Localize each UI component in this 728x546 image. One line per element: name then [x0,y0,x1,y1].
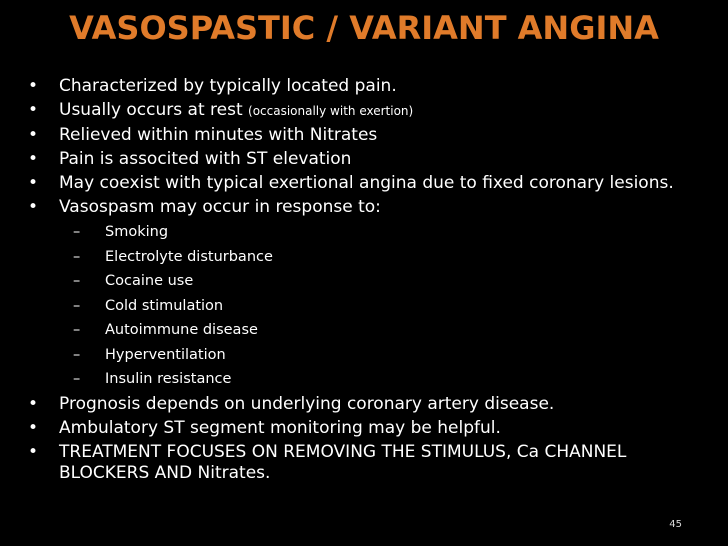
bullet-list [28,76,678,487]
sub-bullet-item [73,271,678,291]
bullet-text: Vasospasm may occur in response to: [59,197,381,217]
sub-bullet-item [73,345,678,365]
bullet-item [28,149,678,170]
bullet-icon: • [28,76,39,96]
bullet-item [28,394,678,415]
dash-icon: – [73,346,81,363]
sub-bullet-text: Cocaine use [105,273,194,289]
bullet-note: (occasionally with exertion) [248,104,414,118]
bullet-icon: • [28,197,39,217]
bullet-text: Pain is associted with ST elevation [59,149,352,169]
bullet-item [28,100,678,122]
bullet-text: May coexist with typical exertional angina due to fixed coronary lesions. [59,173,674,193]
bullet-text: Usually occurs at rest [59,100,249,120]
bullet-text: Characterized by typically located pain. [59,76,397,96]
sub-bullet-item [73,296,678,316]
bullet-icon: • [28,393,39,414]
bullet-icon: • [28,441,39,462]
sub-bullet-item [73,320,678,340]
dash-icon: – [73,224,81,240]
bullet-item [28,418,678,439]
dash-icon: – [73,273,81,289]
bullet-item [28,125,678,146]
dash-icon: – [73,371,81,387]
bullet-icon: • [28,149,39,169]
slide-title: VASOSPASTIC / VARIANT ANGINA [69,9,659,47]
sub-bullet-text: Insulin resistance [105,371,232,387]
bullet-item [28,173,678,194]
bullet-icon: • [28,173,39,193]
bullet-item [28,442,678,484]
sub-bullet-item [73,369,678,389]
bullet-item [28,76,678,97]
sub-bullet-text: Autoimmune disease [105,322,258,338]
sub-bullet-item [73,247,678,267]
dash-icon: – [73,248,81,265]
sub-bullet-text: Hyperventilation [105,346,226,363]
sub-bullet-item [73,222,678,242]
bullet-text: Ambulatory ST segment monitoring may be helpful. [59,417,501,438]
bullet-icon: • [28,417,39,438]
bullet-text: TREATMENT FOCUSES ON REMOVING THE STIMULUS, Ca CHANNEL BLOCKERS AND Nitrates. [59,441,627,483]
sub-bullet-text: Smoking [105,224,169,240]
bullet-icon: • [28,125,39,145]
slide-number: 45 [669,519,682,530]
bullet-icon: • [28,100,39,120]
bullet-item [28,197,678,389]
bullet-text: Prognosis depends on underlying coronary artery disease. [59,393,555,414]
sub-bullet-list [59,222,678,389]
dash-icon: – [73,297,81,314]
sub-bullet-text: Cold stimulation [105,297,224,314]
sub-bullet-text: Electrolyte disturbance [105,248,273,265]
dash-icon: – [73,322,81,338]
bullet-text: Relieved within minutes with Nitrates [59,125,378,145]
